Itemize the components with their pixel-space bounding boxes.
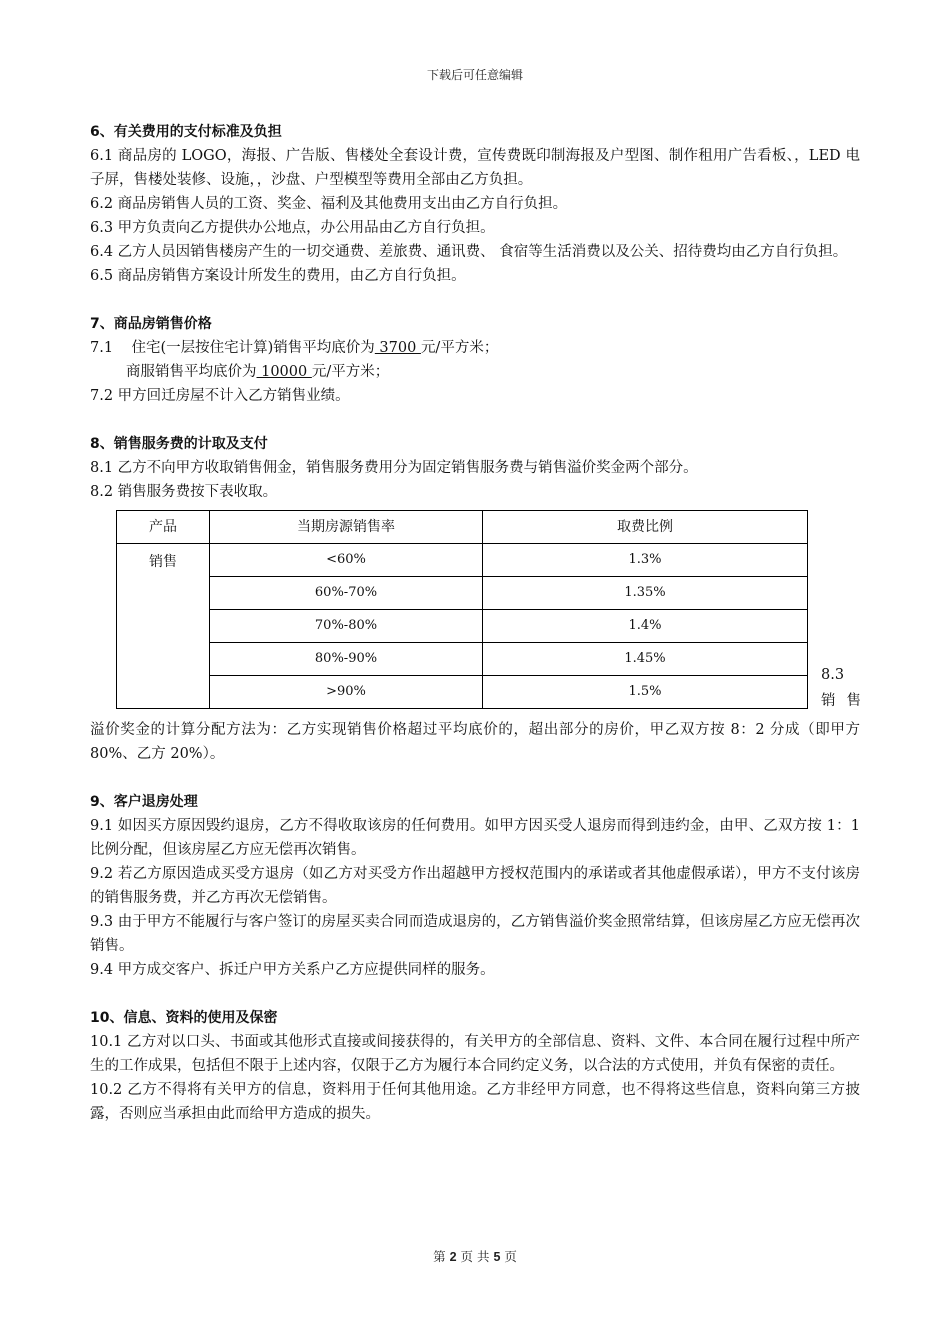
clause-10-1: 10.1 乙方对以口头、书面或其他形式直接或间接获得的，有关甲方的全部信息、资料、文件、本合同在履行过程中所产生的工作成果，包括但不限于上述内容，仅限于乙方为履行本合同约定义务，以合法的方式使用，并负有保密的责任。 — [90, 1034, 860, 1074]
document-body — [90, 120, 860, 1126]
section-9-title: 9、客户退房处理 — [90, 794, 198, 810]
fee-table-wrapper — [90, 510, 860, 718]
clause-7-1 — [90, 336, 860, 360]
page-header: 下载后可任意编辑 — [426, 68, 523, 82]
clause-8-1: 8.1 乙方不向甲方收取销售佣金，销售服务费用分为固定销售服务费与销售溢价奖金两个部分。 — [90, 460, 698, 476]
residential-price-value: 3700 — [374, 340, 421, 356]
table-row — [117, 610, 808, 643]
table-product-cell: 销售 — [117, 544, 210, 709]
clause-7-1-text: 7.1 住宅(一层按住宅计算)销售平均底价为 — [90, 340, 375, 356]
clause-9-2: 9.2 若乙方原因造成买受方退房（如乙方对买受方作出超越甲方授权范围内的承诺或者其他虚假承诺），甲方不支付该房的销售服务费，并乙方再次无偿销售。 — [90, 866, 860, 906]
table-header-product: 产品 — [117, 511, 210, 544]
table-fee-cell: 1.45% — [483, 643, 808, 676]
clause-6-3: 6.3 甲方负责向乙方提供办公地点，办公用品由乙方自行负担。 — [90, 220, 495, 236]
page-footer — [0, 1247, 950, 1265]
total-pages-number: 5 — [493, 1250, 501, 1264]
table-fee-cell: 1.3% — [483, 544, 808, 577]
clause-7-2: 7.2 甲方回迁房屋不计入乙方销售业绩。 — [90, 388, 350, 404]
fee-table — [116, 510, 808, 709]
footer-mid: 页 共 — [460, 1249, 490, 1264]
table-row — [117, 544, 808, 577]
clause-10-2: 10.2 乙方不得将有关甲方的信息，资料用于任何其他用途。乙方非经甲方同意，也不得将这些信息，资料向第三方披露，否则应当承担由此而给甲方造成的损失。 — [90, 1082, 860, 1122]
commercial-price-text: 商服销售平均底价为 — [126, 364, 257, 380]
section-10-title: 10、信息、资料的使用及保密 — [90, 1010, 278, 1026]
table-rate-cell: 60%-70% — [210, 577, 483, 610]
commercial-price-value: 10000 — [256, 364, 312, 380]
table-row — [117, 643, 808, 676]
clause-6-1: 6.1 商品房的 LOGO，海报、广告版、售楼处全套设计费，宣传费既印制海报及户型图、制作租用广告看板、，LED 电子屏，售楼处装修、设施，，沙盘、户型模型等费用全部由乙方负担。 — [90, 148, 860, 188]
commercial-price-unit: 元/平方米； — [311, 364, 390, 380]
footer-prefix: 第 — [433, 1249, 446, 1264]
table-header-rate: 当期房源销售率 — [210, 511, 483, 544]
section-6-title: 6、有关费用的支付标准及负担 — [90, 124, 282, 140]
table-rate-cell: >90% — [210, 676, 483, 709]
clause-8-3-start: 销售 — [821, 693, 861, 709]
table-rate-cell: <60% — [210, 544, 483, 577]
clause-9-1: 9.1 如因买方原因毁约退房，乙方不得收取该房的任何费用。如甲方因买受人退房而得到违约金，由甲、乙双方按 1：1 比例分配，但该房屋乙方应无偿再次销售。 — [90, 818, 860, 858]
table-row — [117, 676, 808, 709]
table-rate-cell: 80%-90% — [210, 643, 483, 676]
table-fee-cell: 1.35% — [483, 577, 808, 610]
table-fee-cell: 1.5% — [483, 676, 808, 709]
clause-8-2: 8.2 销售服务费按下表收取。 — [90, 484, 278, 500]
clause-6-5: 6.5 商品房销售方案设计所发生的费用，由乙方自行负担。 — [90, 268, 466, 284]
clause-8-3: 溢价奖金的计算分配方法为：乙方实现销售价格超过平均底价的，超出部分的房价，甲乙双方按 8：2 分成（即甲方 80%、乙方 20%）。 — [90, 722, 860, 762]
clause-7-1-commercial — [90, 360, 860, 384]
clause-7-1-unit: 元/平方米； — [420, 340, 499, 356]
table-header-fee: 取费比例 — [483, 511, 808, 544]
table-row — [117, 577, 808, 610]
clause-9-4: 9.4 甲方成交客户、拆迁户甲方关系户乙方应提供同样的服务。 — [90, 962, 495, 978]
table-rate-cell: 70%-80% — [210, 610, 483, 643]
clause-9-3: 9.3 由于甲方不能履行与客户签订的房屋买卖合同而造成退房的，乙方销售溢价奖金照常结算，但该房屋乙方应无偿再次销售。 — [90, 914, 860, 954]
clause-6-2: 6.2 商品房销售人员的工资、奖金、福利及其他费用支出由乙方自行负担。 — [90, 196, 568, 212]
table-fee-cell: 1.4% — [483, 610, 808, 643]
clause-8-3-number: 8.3 — [821, 667, 845, 683]
table-header-row — [117, 511, 808, 544]
current-page-number: 2 — [449, 1250, 457, 1264]
section-7-title: 7、商品房销售价格 — [90, 316, 212, 332]
footer-suffix: 页 — [504, 1249, 517, 1264]
clause-8-3-head — [821, 662, 861, 714]
section-8-title: 8、销售服务费的计取及支付 — [90, 436, 268, 452]
clause-6-4: 6.4 乙方人员因销售楼房产生的一切交通费、差旅费、通讯费、 食宿等生活消费以及公关、招待费均由乙方自行负担。 — [90, 244, 848, 260]
